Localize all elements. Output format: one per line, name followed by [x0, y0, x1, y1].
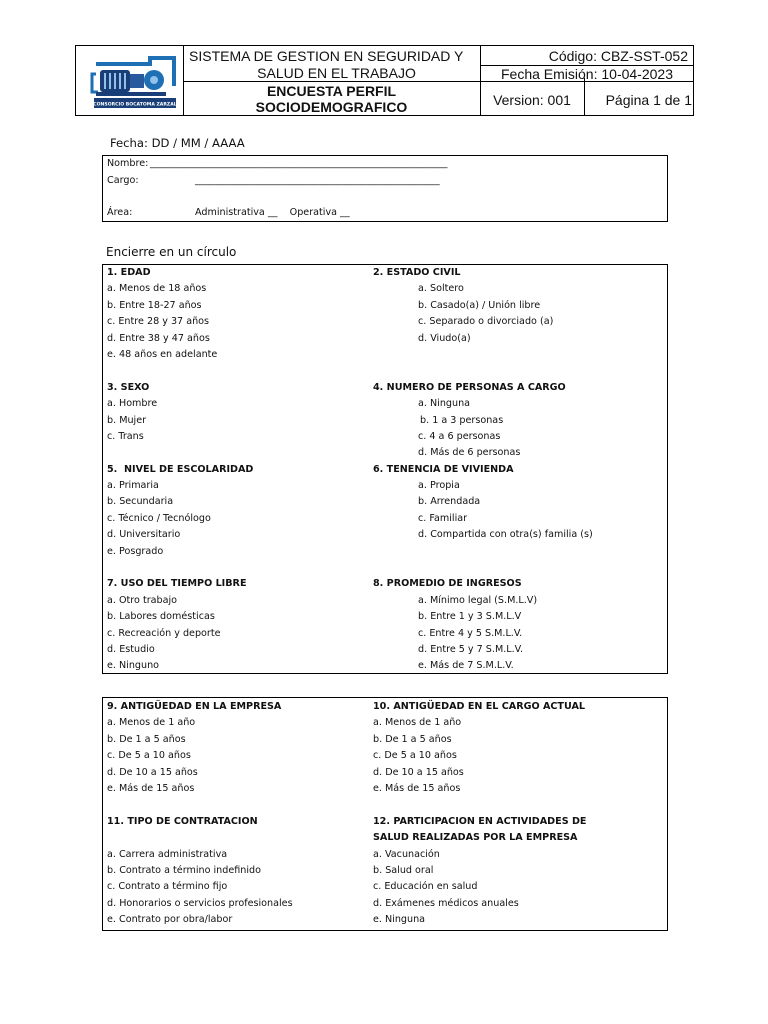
name-label: Nombre: — [107, 158, 149, 169]
version: Version: 001 — [493, 92, 571, 108]
page-number: Página 1 de 1 — [605, 92, 692, 108]
question-title: 7. USO DEL TIEMPO LIBRE — [107, 578, 247, 590]
option[interactable]: a. Menos de 1 año — [107, 717, 196, 729]
option[interactable]: c. Trans — [107, 430, 144, 442]
option[interactable]: a. Menos de 1 año — [373, 717, 462, 729]
option[interactable]: b. Contrato a término indefinido — [107, 864, 261, 876]
document-header — [75, 45, 694, 116]
option[interactable]: c. Contrato a término fijo — [107, 881, 228, 893]
question-title: 4. NUMERO DE PERSONAS A CARGO — [373, 381, 566, 393]
option[interactable]: a. Vacunación — [373, 848, 440, 860]
question-title: 10. ANTIGÜEDAD EN EL CARGO ACTUAL — [373, 701, 586, 712]
name-input[interactable]: ______________________________________________________________ — [150, 158, 448, 169]
question-title: 1. EDAD — [107, 267, 151, 278]
option[interactable]: a. Propia — [418, 480, 460, 492]
question-title: 8. PROMEDIO DE INGRESOS — [373, 578, 522, 590]
option[interactable]: d. De 10 a 15 años — [373, 766, 464, 778]
option[interactable]: e. Más de 15 años — [107, 782, 195, 794]
option[interactable]: b. Labores domésticas — [107, 611, 215, 623]
option[interactable]: a. Carrera administrativa — [107, 848, 228, 860]
right-column-options — [418, 281, 593, 674]
option[interactable]: e. Contrato por obra/labor — [107, 914, 233, 926]
option[interactable]: d. Exámenes médicos anuales — [373, 897, 519, 909]
question-title: SALUD REALIZADAS POR LA EMPRESA — [373, 832, 578, 844]
option[interactable]: d. De 10 a 15 años — [107, 766, 198, 778]
question-title: 2. ESTADO CIVIL — [373, 267, 461, 278]
questions-box-1 — [102, 264, 668, 674]
option[interactable]: c. Entre 28 y 37 años — [107, 316, 210, 328]
option[interactable]: a. Menos de 18 años — [107, 283, 207, 295]
option[interactable]: b. Salud oral — [373, 864, 434, 876]
option[interactable]: e. Más de 15 años — [373, 782, 461, 794]
option[interactable]: d. Honorarios o servicios profesionales — [107, 897, 293, 909]
option[interactable]: c. Recreación y deporte — [107, 627, 221, 639]
option[interactable]: d. Compartida con otra(s) familia (s) — [418, 529, 593, 541]
area-options[interactable]: Administrativa __ Operativa __ — [195, 207, 350, 218]
option[interactable]: d. Entre 38 y 47 años — [107, 332, 210, 344]
questions-box-2 — [102, 697, 668, 931]
option[interactable]: c. Educación en salud — [373, 881, 478, 893]
question-title: 12. PARTICIPACION EN ACTIVIDADES DE — [373, 815, 587, 827]
option[interactable]: e. Ninguno — [107, 660, 160, 672]
question-title: 6. TENENCIA DE VIVIENDA — [373, 463, 514, 475]
option[interactable]: e. Posgrado — [107, 545, 164, 557]
option[interactable]: a. Soltero — [418, 283, 464, 295]
option[interactable]: b. Arrendada — [418, 496, 481, 508]
option[interactable]: a. Ninguna — [418, 398, 471, 410]
question-title: 11. TIPO DE CONTRATACION — [107, 815, 258, 827]
option[interactable]: d. Viudo(a) — [418, 332, 471, 344]
logo-text: CONSORCIO BOCATOMA ZARZAL — [93, 102, 177, 108]
company-logo — [90, 52, 180, 110]
right-column — [373, 699, 586, 928]
question-title: 9. ANTIGÜEDAD EN LA EMPRESA — [107, 701, 282, 712]
option[interactable]: e. Más de 7 S.M.L.V. — [418, 660, 514, 672]
option[interactable]: b. Entre 1 y 3 S.M.L.V — [418, 611, 522, 623]
option[interactable]: c. Técnico / Tecnólogo — [107, 512, 211, 524]
emission-date: Fecha Emisión: 10-04-2023 — [501, 66, 673, 82]
instruction: Encierre en un círculo — [106, 245, 237, 259]
cargo-label: Cargo: — [107, 175, 139, 186]
option[interactable]: b. Mujer — [107, 414, 147, 426]
option[interactable]: e. 48 años en adelante — [107, 348, 218, 360]
option[interactable]: b. De 1 a 5 años — [373, 733, 452, 745]
option[interactable]: c. 4 a 6 personas — [418, 430, 501, 442]
option[interactable]: d. Más de 6 personas — [418, 447, 521, 459]
left-column — [107, 699, 293, 928]
option[interactable]: a. Primaria — [107, 480, 159, 492]
option[interactable]: a. Otro trabajo — [107, 594, 178, 606]
doc-title-line1: ENCUESTA PERFIL — [266, 83, 397, 99]
cargo-input[interactable]: ___________________________________________________ — [195, 175, 440, 186]
option[interactable]: a. Hombre — [107, 398, 158, 410]
personal-info-box — [102, 155, 668, 222]
option[interactable]: b. Casado(a) / Unión libre — [418, 299, 541, 311]
option[interactable]: b. Secundaria — [107, 496, 174, 508]
system-title-line1: SISTEMA DE GESTION EN SEGURIDAD Y — [189, 48, 464, 64]
option[interactable]: c. Entre 4 y 5 S.M.L.V. — [418, 627, 523, 639]
area-label: Área: — [107, 207, 133, 218]
option[interactable]: d. Entre 5 y 7 S.M.L.V. — [418, 643, 524, 655]
option[interactable]: d. Universitario — [107, 529, 181, 541]
doc-title-line2: SOCIODEMOGRAFICO — [255, 99, 408, 115]
date-field[interactable]: Fecha: DD / MM / AAAA — [110, 136, 245, 150]
option[interactable]: c. De 5 a 10 años — [373, 750, 457, 762]
option[interactable]: b. 1 a 3 personas — [420, 414, 504, 426]
question-title: 3. SEXO — [107, 381, 150, 393]
option[interactable]: c. De 5 a 10 años — [107, 750, 191, 762]
option[interactable]: c. Familiar — [418, 512, 468, 524]
system-title-line2: SALUD EN EL TRABAJO — [257, 65, 416, 81]
question-title: 5. NIVEL DE ESCOLARIDAD — [107, 463, 254, 475]
option[interactable]: b. De 1 a 5 años — [107, 733, 186, 745]
option[interactable]: a. Mínimo legal (S.M.L.V) — [418, 594, 538, 606]
option[interactable]: e. Ninguna — [373, 914, 426, 926]
document-code: Código: CBZ-SST-052 — [548, 48, 688, 64]
option[interactable]: c. Separado o divorciado (a) — [418, 316, 554, 328]
option[interactable]: b. Entre 18-27 años — [107, 299, 202, 311]
left-column — [107, 265, 253, 675]
option[interactable]: d. Estudio — [107, 643, 155, 655]
